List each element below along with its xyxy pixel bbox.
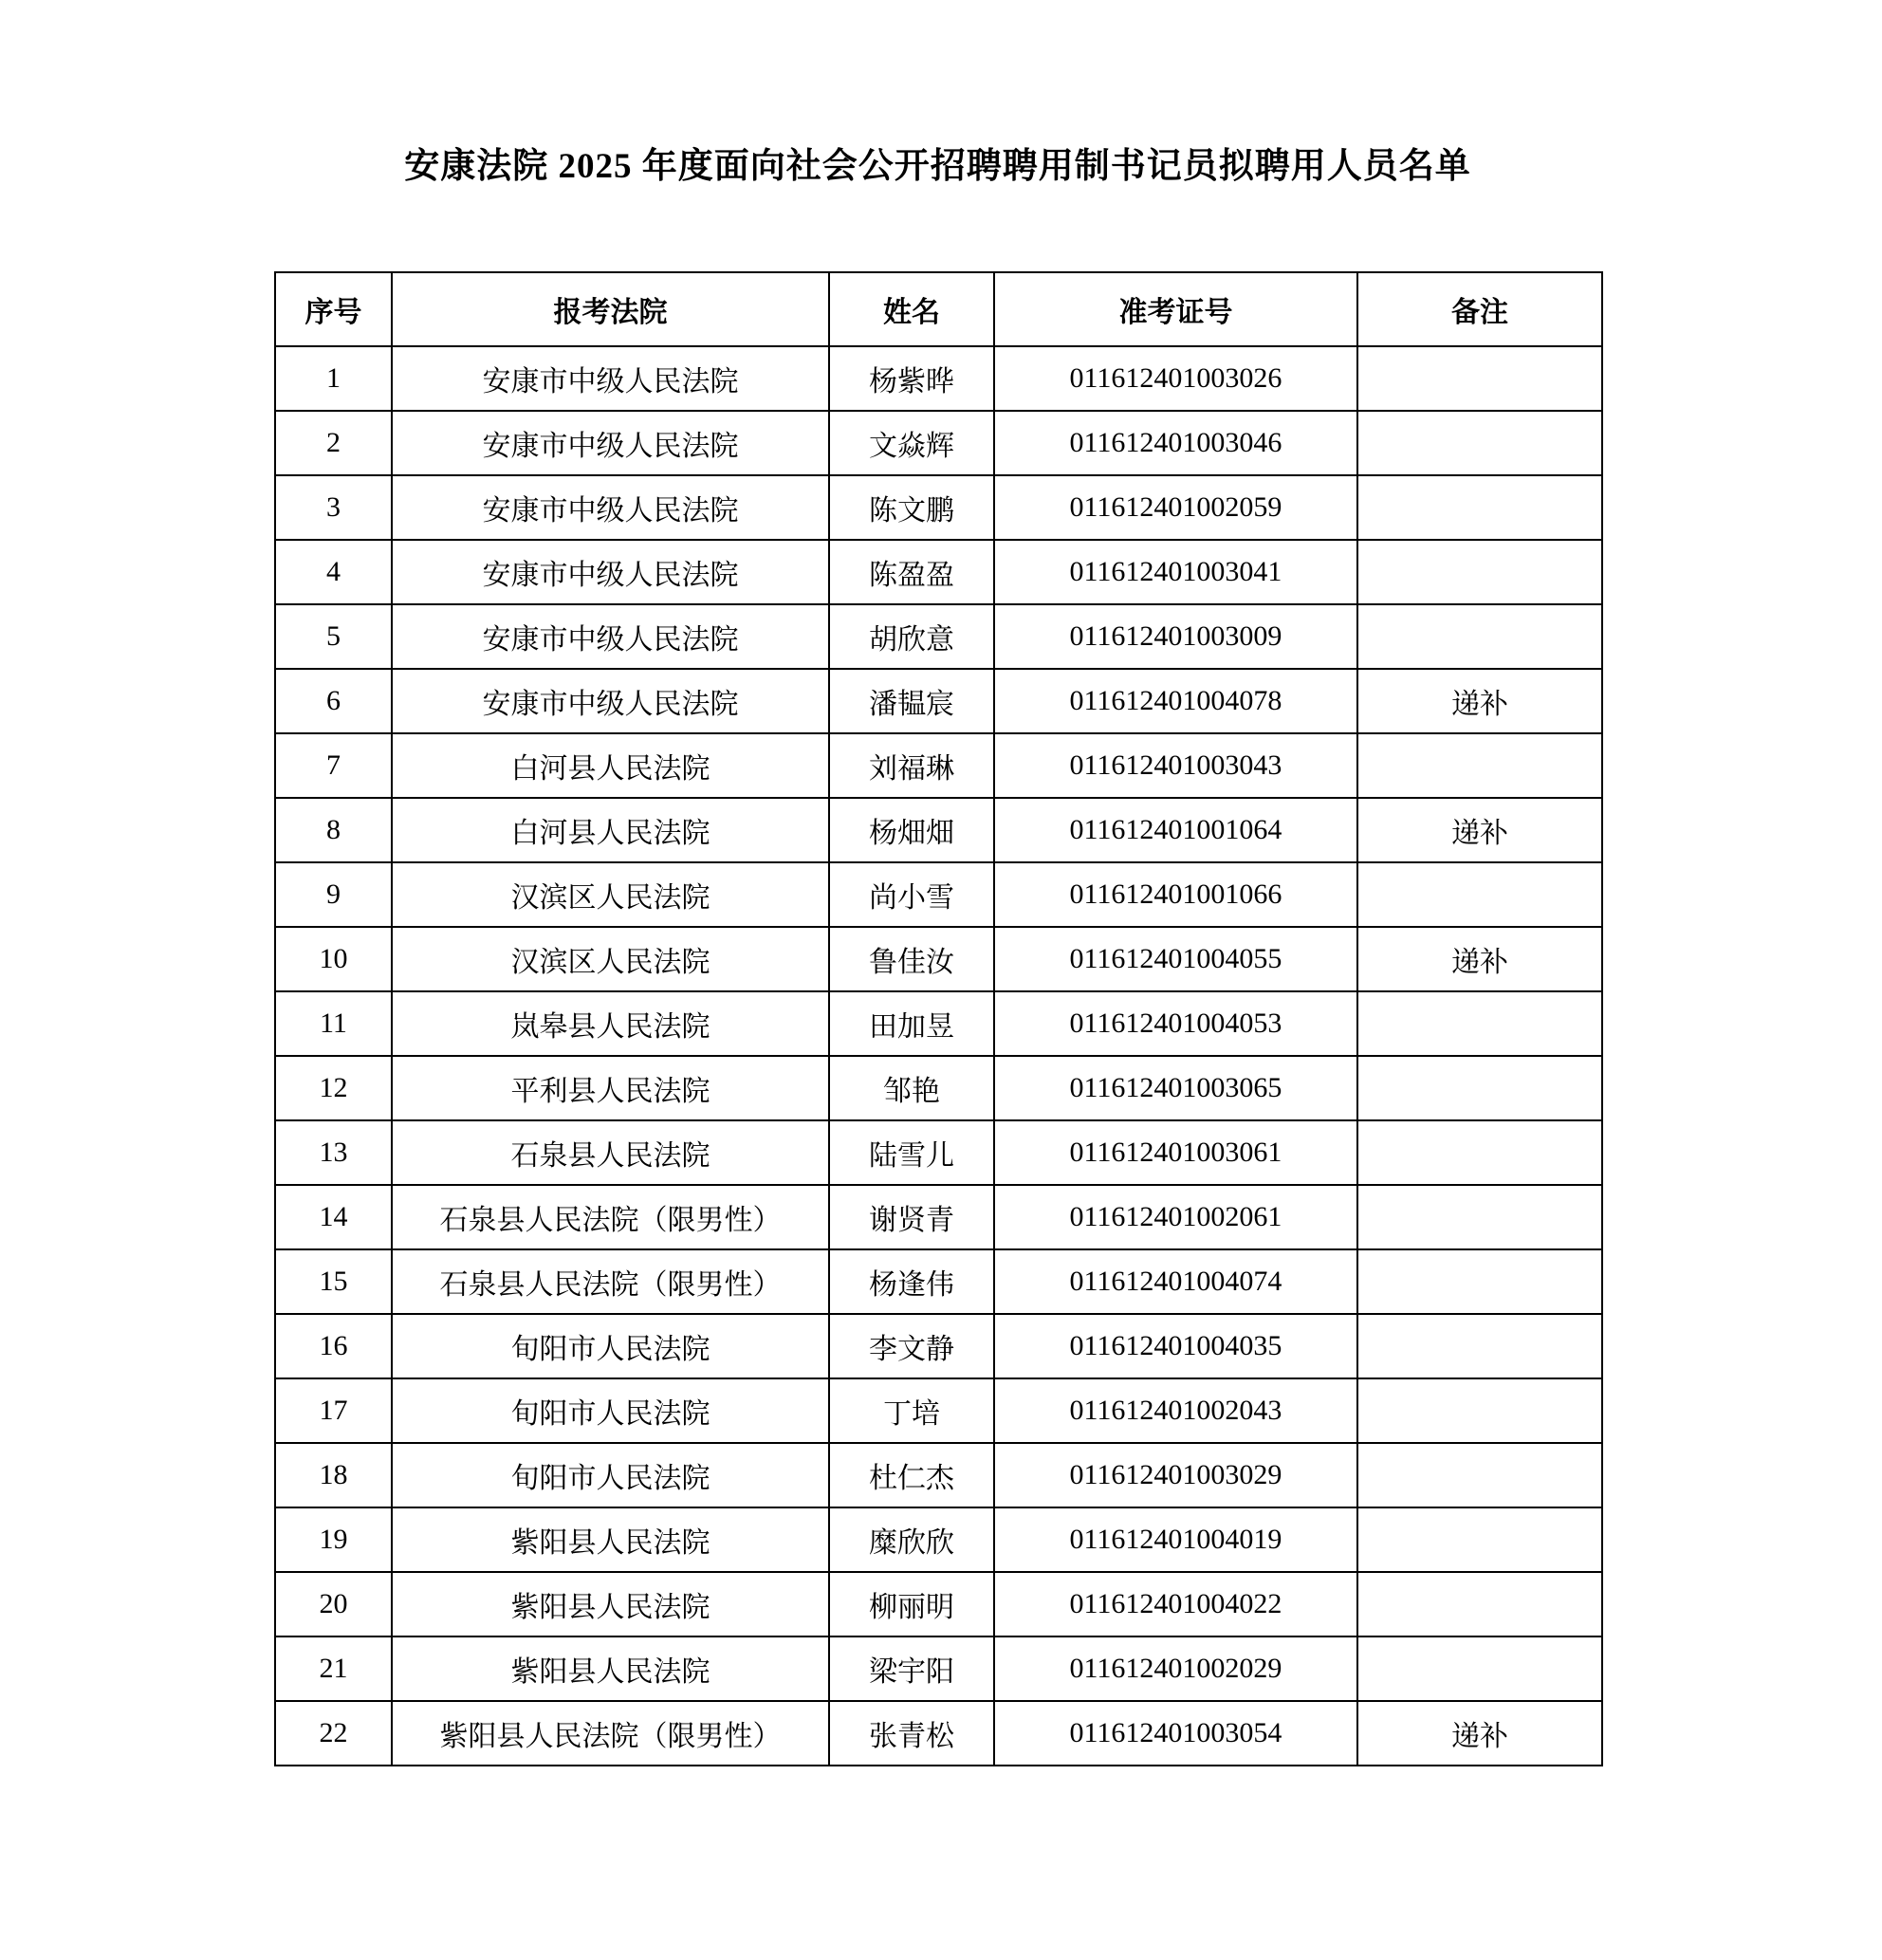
table-row bbox=[275, 1120, 1602, 1185]
cell-court: 岚皋县人民法院 bbox=[392, 991, 829, 1056]
cell-remark bbox=[1357, 1378, 1602, 1443]
cell-court: 石泉县人民法院（限男性） bbox=[392, 1185, 829, 1249]
cell-name: 陈文鹏 bbox=[829, 475, 994, 540]
table-row bbox=[275, 540, 1602, 604]
table-row bbox=[275, 1314, 1602, 1378]
cell-court: 旬阳市人民法院 bbox=[392, 1443, 829, 1507]
cell-name: 杨畑畑 bbox=[829, 798, 994, 862]
table-row bbox=[275, 862, 1602, 927]
cell-ticket: 011612401004074 bbox=[994, 1249, 1357, 1314]
cell-court: 白河县人民法院 bbox=[392, 733, 829, 798]
cell-remark bbox=[1357, 540, 1602, 604]
cell-court: 安康市中级人民法院 bbox=[392, 604, 829, 669]
cell-no: 16 bbox=[275, 1314, 392, 1378]
table-row bbox=[275, 991, 1602, 1056]
cell-remark bbox=[1357, 991, 1602, 1056]
cell-ticket: 011612401003046 bbox=[994, 411, 1357, 475]
cell-no: 9 bbox=[275, 862, 392, 927]
cell-name: 鲁佳汝 bbox=[829, 927, 994, 991]
header-row bbox=[275, 272, 1602, 346]
cell-no: 19 bbox=[275, 1507, 392, 1572]
cell-remark bbox=[1357, 1572, 1602, 1636]
table-row bbox=[275, 669, 1602, 733]
cell-court: 石泉县人民法院 bbox=[392, 1120, 829, 1185]
table-row bbox=[275, 1572, 1602, 1636]
cell-court: 紫阳县人民法院（限男性） bbox=[392, 1701, 829, 1766]
cell-court: 白河县人民法院 bbox=[392, 798, 829, 862]
table-row bbox=[275, 798, 1602, 862]
cell-no: 20 bbox=[275, 1572, 392, 1636]
cell-no: 8 bbox=[275, 798, 392, 862]
cell-name: 梁宇阳 bbox=[829, 1636, 994, 1701]
cell-court: 紫阳县人民法院 bbox=[392, 1507, 829, 1572]
cell-ticket: 011612401002061 bbox=[994, 1185, 1357, 1249]
cell-name: 邹艳 bbox=[829, 1056, 994, 1120]
cell-no: 14 bbox=[275, 1185, 392, 1249]
cell-ticket: 011612401003041 bbox=[994, 540, 1357, 604]
cell-no: 2 bbox=[275, 411, 392, 475]
table-row bbox=[275, 1378, 1602, 1443]
cell-ticket: 011612401004055 bbox=[994, 927, 1357, 991]
table-row bbox=[275, 475, 1602, 540]
cell-ticket: 011612401001066 bbox=[994, 862, 1357, 927]
cell-remark bbox=[1357, 862, 1602, 927]
table-row bbox=[275, 1185, 1602, 1249]
cell-ticket: 011612401003043 bbox=[994, 733, 1357, 798]
table-row bbox=[275, 604, 1602, 669]
cell-ticket: 011612401003029 bbox=[994, 1443, 1357, 1507]
cell-ticket: 011612401003026 bbox=[994, 346, 1357, 411]
header-no: 序号 bbox=[275, 272, 392, 346]
cell-remark bbox=[1357, 1185, 1602, 1249]
cell-court: 汉滨区人民法院 bbox=[392, 862, 829, 927]
cell-name: 柳丽明 bbox=[829, 1572, 994, 1636]
table-body bbox=[275, 346, 1602, 1766]
cell-ticket: 011612401004035 bbox=[994, 1314, 1357, 1378]
cell-remark bbox=[1357, 1249, 1602, 1314]
table-row bbox=[275, 1249, 1602, 1314]
cell-court: 安康市中级人民法院 bbox=[392, 346, 829, 411]
header-ticket: 准考证号 bbox=[994, 272, 1357, 346]
page-title: 安康法院 2025 年度面向社会公开招聘聘用制书记员拟聘用人员名单 bbox=[404, 147, 1471, 186]
cell-court: 安康市中级人民法院 bbox=[392, 669, 829, 733]
cell-name: 杨紫晔 bbox=[829, 346, 994, 411]
table-row bbox=[275, 1443, 1602, 1507]
table-row bbox=[275, 733, 1602, 798]
table-row bbox=[275, 1056, 1602, 1120]
table-row bbox=[275, 411, 1602, 475]
cell-ticket: 011612401003065 bbox=[994, 1056, 1357, 1120]
cell-ticket: 011612401004019 bbox=[994, 1507, 1357, 1572]
cell-remark bbox=[1357, 411, 1602, 475]
cell-court: 旬阳市人民法院 bbox=[392, 1378, 829, 1443]
cell-ticket: 011612401004022 bbox=[994, 1572, 1357, 1636]
cell-court: 安康市中级人民法院 bbox=[392, 540, 829, 604]
cell-no: 13 bbox=[275, 1120, 392, 1185]
cell-ticket: 011612401004053 bbox=[994, 991, 1357, 1056]
cell-ticket: 011612401003009 bbox=[994, 604, 1357, 669]
cell-name: 糜欣欣 bbox=[829, 1507, 994, 1572]
cell-no: 5 bbox=[275, 604, 392, 669]
cell-ticket: 011612401002043 bbox=[994, 1378, 1357, 1443]
cell-no: 11 bbox=[275, 991, 392, 1056]
cell-name: 谢贤青 bbox=[829, 1185, 994, 1249]
cell-no: 1 bbox=[275, 346, 392, 411]
table-row bbox=[275, 1507, 1602, 1572]
cell-name: 陈盈盈 bbox=[829, 540, 994, 604]
cell-no: 17 bbox=[275, 1378, 392, 1443]
cell-court: 紫阳县人民法院 bbox=[392, 1636, 829, 1701]
table-row bbox=[275, 1701, 1602, 1766]
table-row bbox=[275, 346, 1602, 411]
cell-name: 胡欣意 bbox=[829, 604, 994, 669]
cell-remark: 递补 bbox=[1357, 1701, 1602, 1766]
header-court: 报考法院 bbox=[392, 272, 829, 346]
cell-no: 15 bbox=[275, 1249, 392, 1314]
cell-court: 石泉县人民法院（限男性） bbox=[392, 1249, 829, 1314]
cell-no: 12 bbox=[275, 1056, 392, 1120]
cell-court: 平利县人民法院 bbox=[392, 1056, 829, 1120]
header-name: 姓名 bbox=[829, 272, 994, 346]
header-remark: 备注 bbox=[1357, 272, 1602, 346]
cell-no: 6 bbox=[275, 669, 392, 733]
cell-name: 尚小雪 bbox=[829, 862, 994, 927]
cell-name: 潘韫宸 bbox=[829, 669, 994, 733]
cell-remark: 递补 bbox=[1357, 669, 1602, 733]
cell-ticket: 011612401003061 bbox=[994, 1120, 1357, 1185]
cell-court: 安康市中级人民法院 bbox=[392, 411, 829, 475]
cell-no: 18 bbox=[275, 1443, 392, 1507]
cell-ticket: 011612401002029 bbox=[994, 1636, 1357, 1701]
cell-name: 杜仁杰 bbox=[829, 1443, 994, 1507]
cell-ticket: 011612401003054 bbox=[994, 1701, 1357, 1766]
cell-name: 丁培 bbox=[829, 1378, 994, 1443]
cell-court: 安康市中级人民法院 bbox=[392, 475, 829, 540]
cell-remark bbox=[1357, 1314, 1602, 1378]
table-row bbox=[275, 927, 1602, 991]
cell-remark bbox=[1357, 733, 1602, 798]
cell-name: 陆雪儿 bbox=[829, 1120, 994, 1185]
cell-ticket: 011612401004078 bbox=[994, 669, 1357, 733]
cell-no: 3 bbox=[275, 475, 392, 540]
cell-no: 4 bbox=[275, 540, 392, 604]
cell-remark bbox=[1357, 475, 1602, 540]
cell-no: 21 bbox=[275, 1636, 392, 1701]
cell-court: 紫阳县人民法院 bbox=[392, 1572, 829, 1636]
cell-no: 10 bbox=[275, 927, 392, 991]
cell-name: 杨逢伟 bbox=[829, 1249, 994, 1314]
cell-name: 张青松 bbox=[829, 1701, 994, 1766]
cell-ticket: 011612401002059 bbox=[994, 475, 1357, 540]
cell-remark bbox=[1357, 1120, 1602, 1185]
cell-name: 刘福琳 bbox=[829, 733, 994, 798]
cell-remark: 递补 bbox=[1357, 927, 1602, 991]
cell-no: 7 bbox=[275, 733, 392, 798]
cell-remark bbox=[1357, 1636, 1602, 1701]
cell-remark bbox=[1357, 1443, 1602, 1507]
cell-ticket: 011612401001064 bbox=[994, 798, 1357, 862]
cell-remark: 递补 bbox=[1357, 798, 1602, 862]
roster-table bbox=[274, 271, 1603, 1766]
cell-no: 22 bbox=[275, 1701, 392, 1766]
cell-court: 汉滨区人民法院 bbox=[392, 927, 829, 991]
table-row bbox=[275, 1636, 1602, 1701]
table-header bbox=[275, 272, 1602, 346]
cell-court: 旬阳市人民法院 bbox=[392, 1314, 829, 1378]
cell-remark bbox=[1357, 1507, 1602, 1572]
cell-name: 文焱辉 bbox=[829, 411, 994, 475]
cell-remark bbox=[1357, 1056, 1602, 1120]
cell-name: 李文静 bbox=[829, 1314, 994, 1378]
cell-remark bbox=[1357, 346, 1602, 411]
cell-remark bbox=[1357, 604, 1602, 669]
cell-name: 田加昱 bbox=[829, 991, 994, 1056]
